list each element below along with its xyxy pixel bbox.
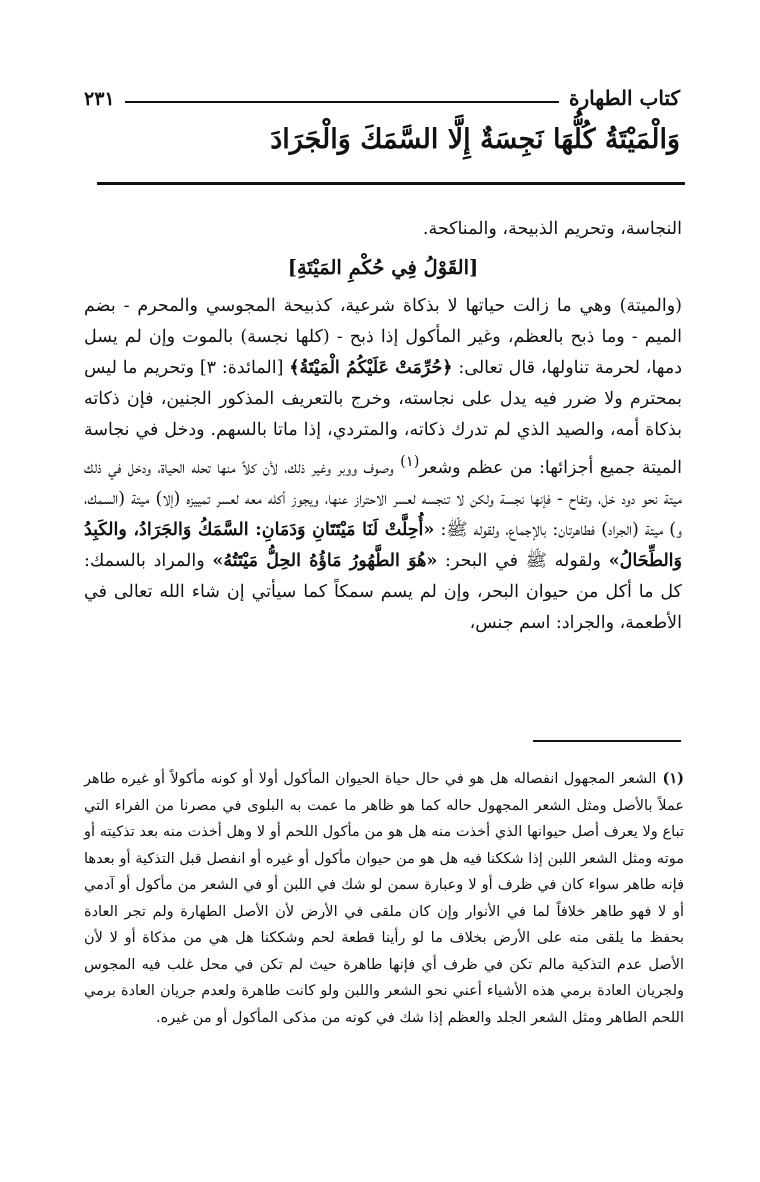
quran-quote: ﴿حُرِّمَتْ عَلَيْكُمُ الْمَيْتَةُ﴾ xyxy=(289,358,453,378)
paragraph-text: ولقوله ﷺ في البحر: xyxy=(437,550,609,571)
paragraph-text: وصوف ووبر وغير ذلك، لأن كلاً منها تحله الحياة، ودخل في ذلك ميتة نحو دود خل، وتفاح - فإنها نجسة ولكن لا تنجسه لعسر الاحتراز عنها، ويجوز أكله معه لعسر تمييزه (إلا) ميتة (السمك، و) ميتة (الجراد) فطاهرتان: بالإجماع، ولقوله ﷺ: xyxy=(84,457,682,540)
footnotes xyxy=(84,766,684,1031)
paragraph-text: [المائدة: ٣] وتحريم ما ليس بمحترم ولا ضرر فيه يدل على نجاسته، وخرج بالتعريف المذكور الجنين، فإن ذكاته بذكاة أمه، والصيد الذي لم تدرك ذكاته، والمتردي، إذا ماتا بالسهم. ودخل في نجاسة الميتة جميع أجزائها: من عظم وشعر xyxy=(84,358,682,478)
header-rule xyxy=(125,101,559,103)
hadith-quote: «أُحِلَّتْ لَنَا مَيْتَتَانِ وَدَمَانِ: السَّمَكُ وَالجَرَادُ، والكَبِدُ وَالطِّحَالُ» xyxy=(84,519,682,571)
running-title: كتاب الطهارة xyxy=(569,86,680,110)
commentary-paragraph xyxy=(84,291,682,639)
hadith-quote: «هُوَ الطَّهُورُ مَاؤُهُ الحِلُّ مَيْتَتُهُ» xyxy=(212,550,438,571)
footnote-text: الشعر المجهول انفصاله هل هو في حال حياة الحيوان المأكول أولا أو كونه مأكولاً أو غيره طاهر عملاً بالأصل ومثل الشعر المجهول حاله كما هو ظاهر ما عمت به البلوى في مصرنا من الفراء التي تباع ولا يعرف أصل حيوانها الذي أخذت منه هل هو من مأكول اللحم أو لا وهل أخذت منه بعد تذكيته أو موته ومثل الشعر اللبن إذا شككنا فيه هل هو من حيوان مأكول أو غيره أو انفصل قبل التذكية أو بعدها فإنه طاهر سواء كان في ظرف أو لا وعبارة سمن لو شك في اللبن أو في الشعر من مأكول أو آدمي أو لا فهو طاهر خلافاً لما في الأنوار وإن كان ملقى في الأرض لأن الأصل الطهارة ولم تجر العادة بحفظ ما يلقى منه على الأرض بخلاف ما لو رأينا قطعة لحم وشككنا هل هي من مذكاة أو لا لأن الأصل عدم التذكية مالم تكن في ظرف أي فإنها طاهرة حيث لم تكن في محل غلب فيه المجوس ولجريان العادة برمي هذه الأشياء أعني نحو الشعر واللبن ولو كانت طاهرة ولعدم جريان العادة برمي اللحم الطاهر ومثل الشعر الجلد والعظم إذا شك في كونه من مذكى المأكول أو من غيره. xyxy=(84,771,684,1026)
paragraph-text: (والميتة) وهي ما زالت حياتها لا بذكاة شرعية، كذبيحة المجوسي والمحرم - بضم الميم - وما ذبح بالعظم، وغير المأكول إذا ذبح - (كلها نجسة) بالموت وإن لم يسل دمها، لحرمة تناولها، قال تعالى: xyxy=(84,296,683,378)
section-heading: [القَوْلُ فِي حُكْمِ المَيْتَةِ] xyxy=(287,256,479,279)
paragraph-text: والمراد بالسمك: كل ما أكل من حيوان البحر، وإن لم يسم سمكاً كما سيأتي إن شاء الله تعالى في الأطعمة، والجراد: اسم جنس، xyxy=(84,550,682,633)
commentary-body xyxy=(84,214,682,639)
matn-text: وَالْمَيْتَةُ كُلُّهَا نَجِسَةٌ إِلَّا السَّمَكَ وَالْجَرَادَ xyxy=(270,124,680,155)
running-header xyxy=(84,80,680,110)
matn-separator-rule xyxy=(97,182,685,185)
footnote-reference[interactable]: (١) xyxy=(400,453,420,470)
intro-line: النجاسة، وتحريم الذبيحة، والمناكحة. xyxy=(422,219,682,239)
footnote-marker: (١) xyxy=(662,770,684,787)
footnote-separator xyxy=(533,740,681,742)
footnote xyxy=(84,766,684,1031)
page-number: ٢٣١ xyxy=(84,88,115,110)
